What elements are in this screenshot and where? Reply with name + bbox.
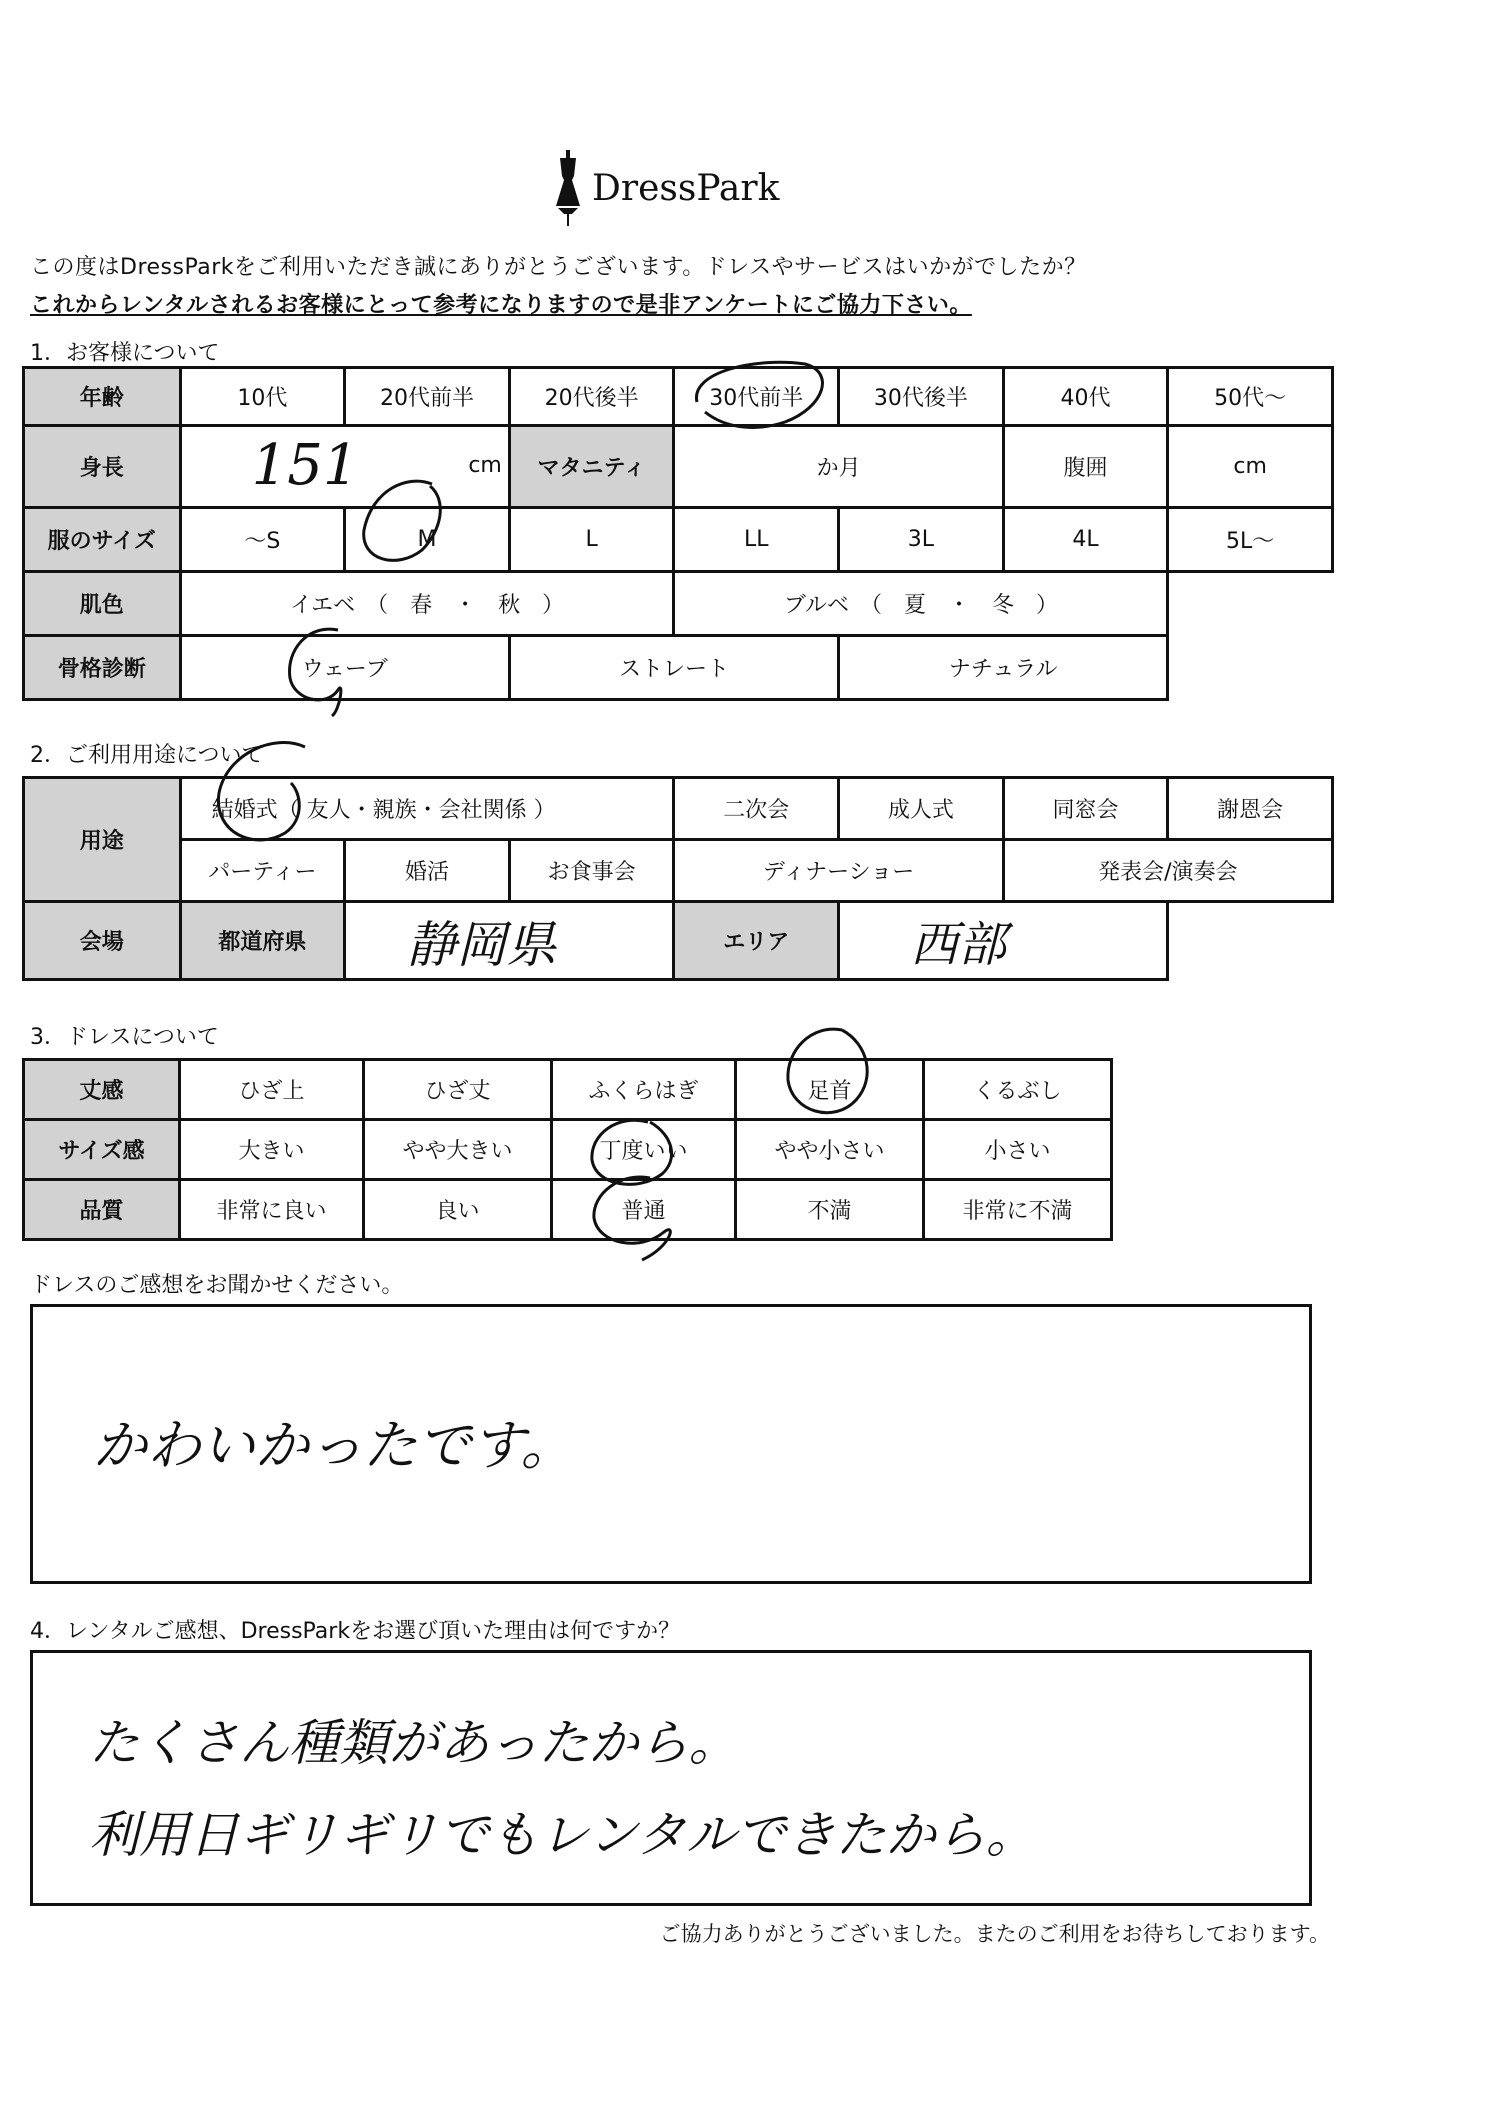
size-option[interactable]: ～S bbox=[180, 508, 345, 572]
quality-option[interactable]: 非常に不満 bbox=[924, 1180, 1112, 1240]
purpose-option[interactable]: 謝恩会 bbox=[1168, 778, 1333, 840]
section-4-title: 4．レンタルご感想、DressParkをお選び頂いた理由は何ですか？ bbox=[30, 1619, 681, 1644]
length-option[interactable]: ふくらはぎ bbox=[552, 1060, 736, 1120]
frame-option[interactable]: ストレート bbox=[509, 636, 838, 700]
area-value: 西部 bbox=[910, 917, 1007, 973]
age-option[interactable]: 20代後半 bbox=[509, 368, 674, 426]
purpose-option[interactable]: 発表会/演奏会 bbox=[1003, 840, 1332, 902]
size-option[interactable]: LL bbox=[674, 508, 839, 572]
maternity-field[interactable]: か月 bbox=[674, 426, 1003, 508]
intro-line-2: これからレンタルされるお客様にとって参考になりますので是非アンケートにご協力下さい。 bbox=[30, 293, 972, 318]
length-option[interactable]: ひざ上 bbox=[180, 1060, 364, 1120]
size-option[interactable]: 3L bbox=[839, 508, 1004, 572]
fit-option[interactable]: やや大きい bbox=[364, 1120, 552, 1180]
size-option-selected[interactable]: M bbox=[345, 508, 510, 572]
selection-circle-purpose bbox=[205, 733, 325, 863]
dress-comment-text: かわいかったです。 bbox=[93, 1414, 575, 1477]
skin-yellow-option[interactable]: イエベ （ 春 ・ 秋 ） bbox=[180, 572, 674, 636]
empty-cell bbox=[1168, 572, 1333, 636]
age-label: 年齢 bbox=[24, 368, 181, 426]
section-2-title: 2．ご利用用途について bbox=[30, 743, 264, 768]
age-option[interactable]: 30代後半 bbox=[839, 368, 1004, 426]
intro-line-1: この度はDressParkをご利用いただき誠にありがとうございます。ドレスやサービスはいかがでしたか？ bbox=[30, 255, 1087, 280]
size-option[interactable]: 4L bbox=[1003, 508, 1168, 572]
venue-label: 会場 bbox=[24, 902, 181, 980]
fit-label: サイズ感 bbox=[24, 1120, 180, 1180]
purpose-option[interactable]: ディナーショー bbox=[674, 840, 1003, 902]
purpose-option[interactable]: パーティー bbox=[180, 840, 345, 902]
waist-label: 腹囲 bbox=[1003, 426, 1168, 508]
quality-option-selected[interactable]: 普通 bbox=[552, 1180, 736, 1240]
fit-option[interactable]: 大きい bbox=[180, 1120, 364, 1180]
height-unit: cm bbox=[468, 453, 502, 478]
empty-cell bbox=[1168, 636, 1333, 700]
purpose-label: 用途 bbox=[24, 778, 181, 902]
age-option[interactable]: 50代～ bbox=[1168, 368, 1333, 426]
waist-unit[interactable]: cm bbox=[1168, 426, 1333, 508]
age-option[interactable]: 10代 bbox=[180, 368, 345, 426]
selection-circle-length bbox=[772, 1020, 882, 1130]
skin-label: 肌色 bbox=[24, 572, 181, 636]
length-option[interactable]: くるぶし bbox=[924, 1060, 1112, 1120]
purpose-wedding-option[interactable]: 結婚式（ 友人・親族・会社関係 ） bbox=[180, 778, 674, 840]
selection-circle-age bbox=[685, 352, 835, 442]
section-1-title: 1．お客様について bbox=[30, 341, 220, 366]
prefecture-label: 都道府県 bbox=[180, 902, 345, 980]
length-label: 丈感 bbox=[24, 1060, 180, 1120]
dress-comment-box[interactable] bbox=[30, 1304, 1312, 1584]
quality-option[interactable]: 不満 bbox=[736, 1180, 924, 1240]
reason-answer-line-2: 利用日ギリギリでもレンタルできたから。 bbox=[89, 1806, 1036, 1864]
age-option-selected[interactable]: 30代前半 bbox=[674, 368, 839, 426]
size-label: 服のサイズ bbox=[24, 508, 181, 572]
footer-thanks: ご協力ありがとうございました。またのご利用をお待ちしております。 bbox=[659, 1922, 1330, 1946]
purpose-option[interactable]: 二次会 bbox=[674, 778, 839, 840]
maternity-label: マタニティ bbox=[509, 426, 674, 508]
reason-answer-box[interactable] bbox=[30, 1650, 1312, 1906]
empty-cell bbox=[1168, 902, 1333, 980]
reason-answer-line-1: たくさん種類があったから。 bbox=[89, 1714, 739, 1772]
length-option[interactable]: ひざ丈 bbox=[364, 1060, 552, 1120]
size-option[interactable]: 5L～ bbox=[1168, 508, 1333, 572]
size-option[interactable]: L bbox=[509, 508, 674, 572]
dress-comment-prompt: ドレスのご感想をお聞かせください。 bbox=[30, 1273, 404, 1298]
height-label: 身長 bbox=[24, 426, 181, 508]
skin-blue-option[interactable]: ブルベ （ 夏 ・ 冬 ） bbox=[674, 572, 1168, 636]
age-option[interactable]: 20代前半 bbox=[345, 368, 510, 426]
age-option[interactable]: 40代 bbox=[1003, 368, 1168, 426]
logo-text: DressPark bbox=[592, 168, 780, 209]
height-value: 151 bbox=[251, 433, 359, 498]
prefecture-field[interactable] bbox=[345, 902, 674, 980]
prefecture-value: 静岡県 bbox=[406, 915, 557, 974]
quality-label: 品質 bbox=[24, 1180, 180, 1240]
frame-option-selected[interactable]: ウェーブ bbox=[180, 636, 509, 700]
dress-table bbox=[22, 1058, 1113, 1241]
purpose-option[interactable]: お食事会 bbox=[509, 840, 674, 902]
fit-option[interactable]: やや小さい bbox=[736, 1120, 924, 1180]
area-label: エリア bbox=[674, 902, 839, 980]
section-3-title: 3．ドレスについて bbox=[30, 1025, 219, 1050]
dresspark-logo bbox=[550, 150, 790, 230]
area-field[interactable] bbox=[839, 902, 1168, 980]
frame-option[interactable]: ナチュラル bbox=[839, 636, 1168, 700]
quality-option[interactable]: 良い bbox=[364, 1180, 552, 1240]
selection-circle-frame bbox=[278, 620, 368, 720]
length-option-selected[interactable]: 足首 bbox=[736, 1060, 924, 1120]
fit-option[interactable]: 小さい bbox=[924, 1120, 1112, 1180]
quality-option[interactable]: 非常に良い bbox=[180, 1180, 364, 1240]
fit-option-selected[interactable]: 丁度いい bbox=[552, 1120, 736, 1180]
purpose-option[interactable]: 婚活 bbox=[345, 840, 510, 902]
customer-table bbox=[22, 366, 1334, 701]
dress-silhouette-icon bbox=[550, 150, 586, 230]
selection-circle-quality bbox=[580, 1168, 690, 1268]
frame-label: 骨格診断 bbox=[24, 636, 181, 700]
selection-circle-size bbox=[352, 470, 462, 580]
purpose-option[interactable]: 同窓会 bbox=[1003, 778, 1168, 840]
purpose-option[interactable]: 成人式 bbox=[839, 778, 1004, 840]
